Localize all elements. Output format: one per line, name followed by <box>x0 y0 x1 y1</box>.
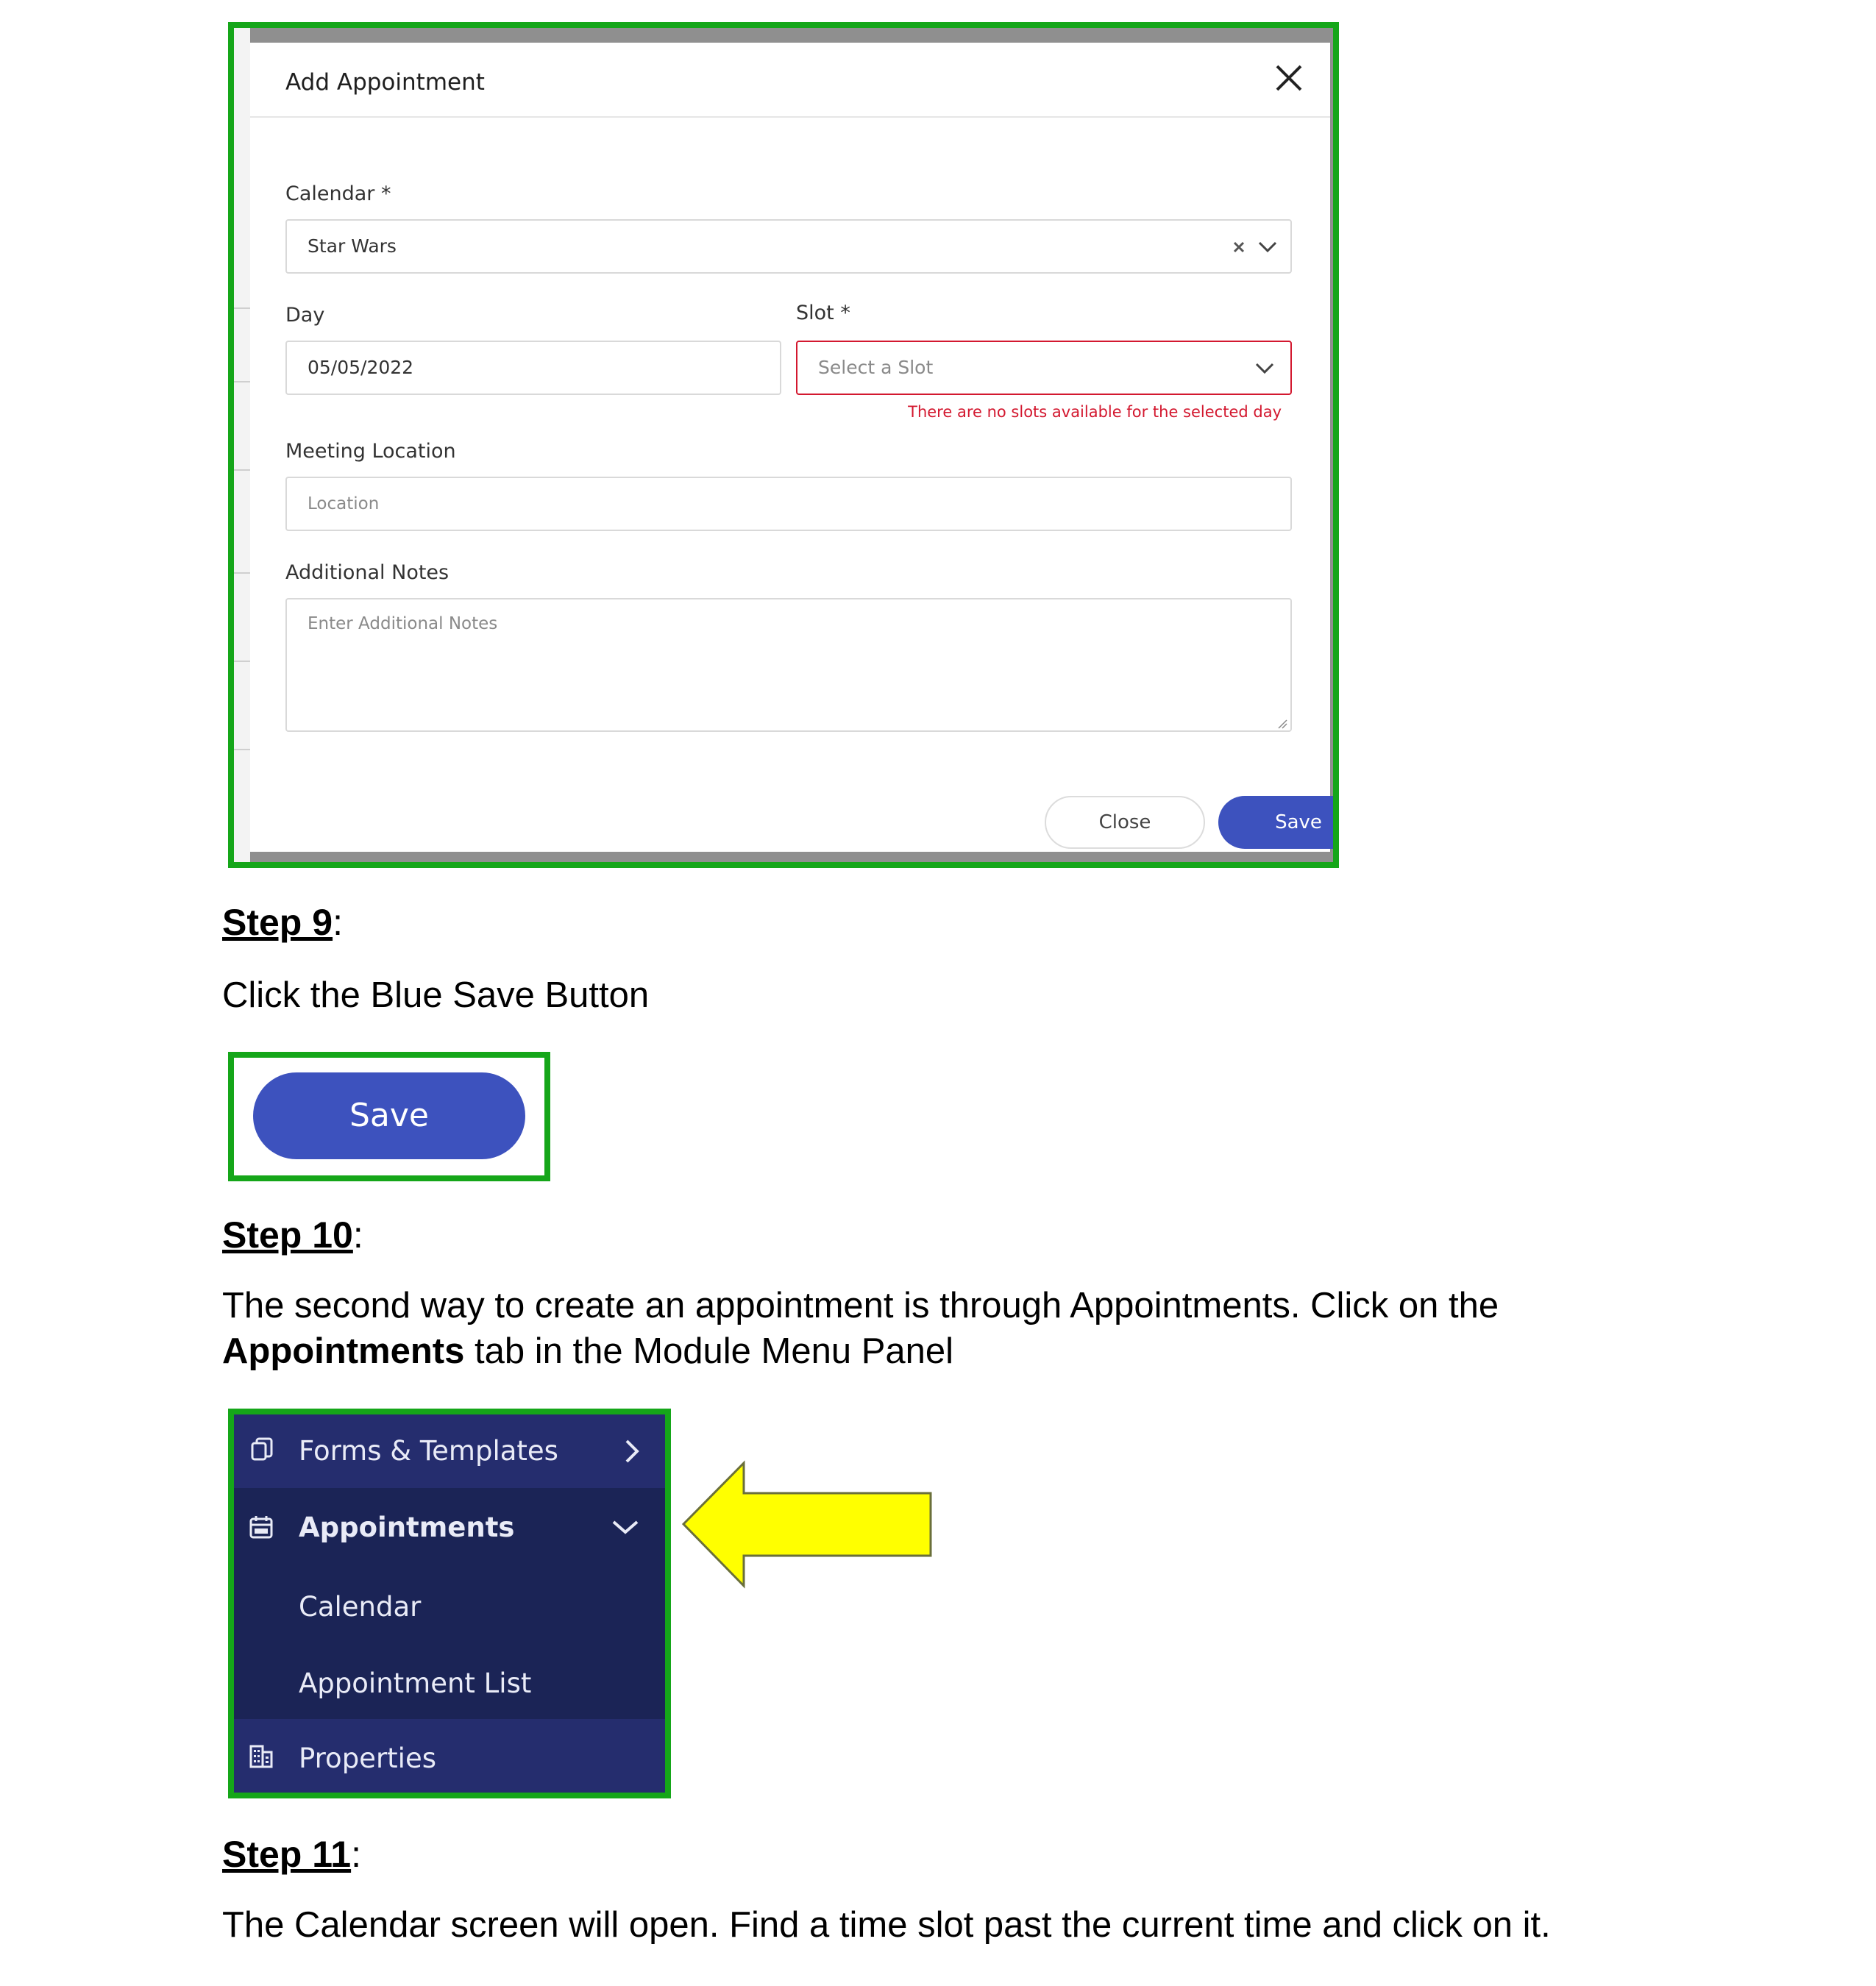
day-label: Day <box>285 304 325 327</box>
step-10-colon: : <box>352 1214 363 1256</box>
add-appointment-screenshot <box>228 22 1339 868</box>
save-button-screenshot <box>228 1052 550 1181</box>
location-placeholder: Location <box>308 494 380 513</box>
calendar-select[interactable] <box>285 219 1292 274</box>
menu-label-forms: Forms & Templates <box>299 1435 558 1467</box>
step-11-colon: : <box>351 1834 362 1875</box>
background-divider <box>234 469 250 471</box>
background-divider <box>234 749 250 750</box>
day-value: 05/05/2022 <box>308 357 414 378</box>
step-9-text: Click the Blue Save Button <box>222 975 650 1015</box>
step-10-text-a: The second way to create an appointment is through Appointments. Click on the <box>222 1286 1499 1325</box>
day-input[interactable] <box>285 341 781 395</box>
location-label: Meeting Location <box>285 440 456 463</box>
menu-label-appointments: Appointments <box>299 1512 515 1543</box>
modal-title: Add Appointment <box>285 69 485 96</box>
notes-placeholder: Enter Additional Notes <box>308 614 498 633</box>
copy-icon <box>250 1437 275 1462</box>
yellow-arrow-icon <box>681 1460 934 1589</box>
step-11-text: The Calendar screen will open. Find a time slot past the current time and click on it. <box>222 1905 1551 1945</box>
menu-item-properties[interactable] <box>234 1719 665 1798</box>
step-11-title: Step 11 <box>222 1834 352 1875</box>
add-appointment-modal <box>250 43 1330 852</box>
menu-subitem-appointment-list[interactable] <box>234 1645 665 1719</box>
close-button[interactable]: Close <box>1045 796 1205 849</box>
menu-item-forms-templates[interactable] <box>234 1414 665 1488</box>
menu-item-appointments[interactable] <box>234 1488 665 1569</box>
location-input[interactable] <box>285 477 1292 531</box>
menu-label-calendar: Calendar <box>299 1591 422 1623</box>
menu-subitem-calendar[interactable] <box>234 1569 665 1645</box>
calendar-icon <box>249 1515 274 1540</box>
chevron-down-icon <box>1257 237 1279 257</box>
module-menu-screenshot <box>228 1409 671 1798</box>
background-divider <box>234 381 250 382</box>
save-button[interactable]: Save <box>1218 796 1339 849</box>
clear-icon[interactable] <box>1232 240 1246 255</box>
slot-select[interactable] <box>796 341 1292 395</box>
chevron-down-icon <box>1254 358 1276 379</box>
menu-label-appointment-list: Appointment List <box>299 1668 532 1699</box>
save-button[interactable]: Save <box>253 1072 525 1159</box>
background-page <box>234 28 250 862</box>
step-10-text <box>222 1283 1804 1374</box>
chevron-right-icon <box>621 1437 643 1466</box>
resize-handle-icon[interactable] <box>1277 719 1287 729</box>
background-divider <box>234 661 250 662</box>
step-11-heading <box>222 1833 361 1876</box>
building-icon <box>249 1744 274 1769</box>
step-9-heading <box>222 901 343 944</box>
step-9-title: Step 9 <box>222 902 333 943</box>
calendar-label: Calendar * <box>285 182 391 205</box>
background-divider <box>234 307 250 309</box>
chevron-down-icon <box>611 1516 640 1538</box>
slot-error-message: There are no slots available for the selected day <box>908 403 1282 421</box>
slot-label: Slot * <box>796 302 850 324</box>
slot-placeholder: Select a Slot <box>818 357 934 378</box>
close-icon[interactable] <box>1273 62 1305 94</box>
step-10-text-b: tab in the Module Menu Panel <box>464 1331 954 1371</box>
step-10-bold: Appointments <box>222 1331 465 1371</box>
notes-textarea[interactable] <box>285 598 1292 732</box>
calendar-value: Star Wars <box>308 235 397 257</box>
notes-label: Additional Notes <box>285 561 450 584</box>
menu-label-properties: Properties <box>299 1743 436 1774</box>
step-10-title: Step 10 <box>222 1214 353 1256</box>
step-10-heading <box>222 1214 363 1256</box>
background-divider <box>234 572 250 574</box>
step-9-colon: : <box>333 902 343 943</box>
